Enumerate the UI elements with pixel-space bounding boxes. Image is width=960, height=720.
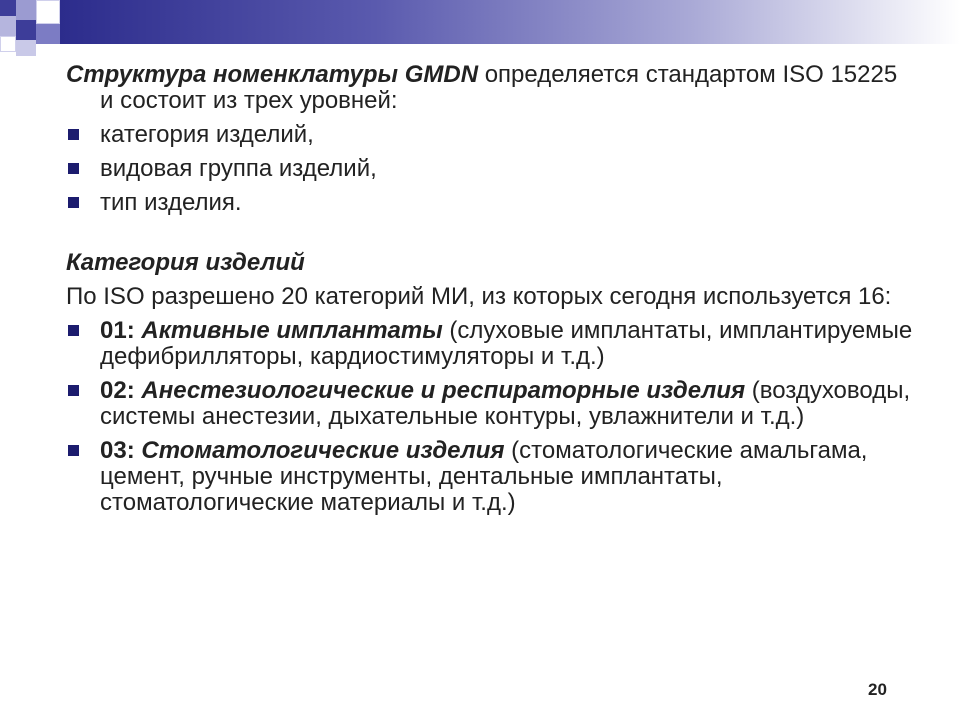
decor-square <box>0 36 16 52</box>
decor-square <box>36 24 60 44</box>
list-item <box>66 378 916 430</box>
category-code: 01: <box>100 317 135 344</box>
category-code: 02: <box>100 377 135 404</box>
square-bullet-icon <box>68 385 79 396</box>
intro-paragraph <box>66 62 916 114</box>
category-name: Анестезиологические и респираторные изделия <box>141 377 746 404</box>
level-label: тип изделия. <box>100 189 242 216</box>
intro-title: Структура номенклатуры GMDN <box>66 61 479 88</box>
decor-square <box>0 0 16 16</box>
square-bullet-icon <box>68 325 79 336</box>
decor-square <box>36 0 60 24</box>
square-bullet-icon <box>68 445 79 456</box>
intro-text: определяется стандартом ISO 15225 и состоит из трех уровней: <box>100 61 898 114</box>
categories-list <box>66 318 916 516</box>
category-heading-text: Категория изделий <box>66 249 305 276</box>
header-decoration <box>0 0 960 60</box>
decor-square <box>16 40 36 56</box>
slide-body <box>66 62 916 516</box>
list-item <box>66 122 916 148</box>
square-bullet-icon <box>68 163 79 174</box>
list-item <box>66 438 916 516</box>
header-gradient-bar <box>60 0 960 44</box>
page-number: 20 <box>868 680 887 699</box>
category-heading <box>66 250 916 276</box>
decor-square <box>16 20 36 40</box>
category-paragraph: По ISO разрешено 20 категорий МИ, из которых сегодня используется 16: <box>66 283 892 310</box>
decor-square <box>16 0 36 20</box>
category-desc: (слуховые имплантаты, имплантируемые дефибрилляторы, кардиостимуляторы и т.д.) <box>100 317 913 370</box>
category-code: 03: <box>100 437 135 464</box>
levels-list <box>66 122 916 216</box>
level-label: видовая группа изделий, <box>100 155 377 182</box>
square-bullet-icon <box>68 197 79 208</box>
list-item <box>66 318 916 370</box>
category-name: Стоматологические изделия <box>141 437 505 464</box>
category-desc: (стоматологические амальгама, цемент, ручные инструменты, дентальные имплантаты, стоматологические материалы и т.д.) <box>100 437 868 516</box>
decor-square <box>0 16 16 36</box>
level-label: категория изделий, <box>100 121 314 148</box>
category-desc: (воздуховоды, системы анестезии, дыхательные контуры, увлажнители и т.д.) <box>100 377 911 430</box>
list-item <box>66 190 916 216</box>
square-bullet-icon <box>68 129 79 140</box>
list-item <box>66 156 916 182</box>
category-name: Активные имплантаты <box>141 317 443 344</box>
